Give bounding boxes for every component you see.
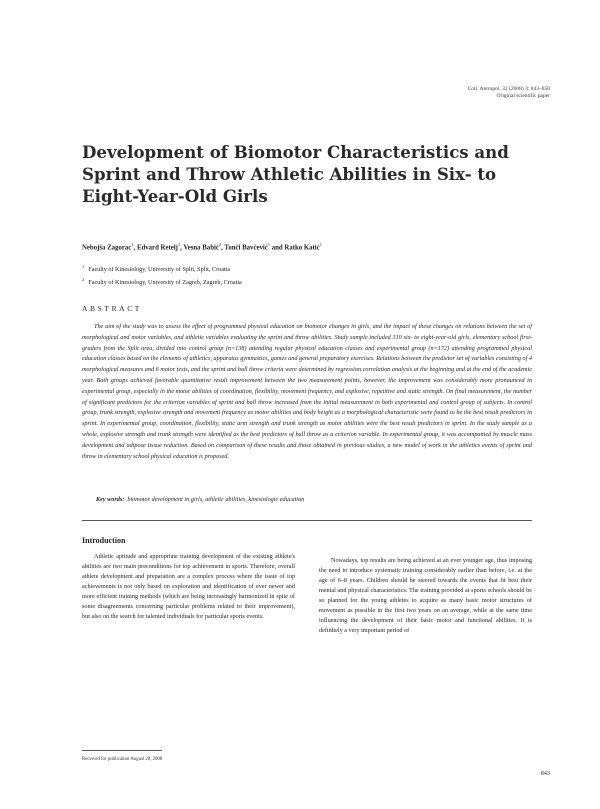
abstract-heading: ABSTRACT: [82, 304, 142, 313]
author-name: Ratko Katić: [284, 244, 320, 252]
affiliation-number: 1: [82, 264, 85, 269]
author-affiliation-mark: 1: [177, 242, 181, 247]
affiliation: [82, 275, 242, 288]
author-affiliation-mark: 1: [267, 242, 271, 247]
affiliation: [82, 262, 242, 275]
author-affiliation-mark: 1: [319, 242, 322, 247]
author-list: [82, 242, 322, 251]
author-affiliation-mark: 2: [218, 242, 222, 247]
author-separator: ,: [133, 244, 137, 252]
author-separator: and: [270, 244, 285, 252]
author-separator: ,: [180, 244, 184, 252]
author-name: Nebojša Zagorac: [82, 244, 132, 252]
introduction-heading: Introduction: [82, 536, 126, 545]
journal-citation: Coll. Antropol. 32 (2008) 3: 843–850: [467, 86, 550, 92]
title-line: Eight-Year-Old Girls: [82, 186, 268, 206]
affiliation-list: [82, 262, 242, 288]
received-date-footnote: Received for publication August 28, 2008: [82, 757, 163, 762]
author-name: Tonči Bavčević: [224, 244, 268, 252]
author-affiliation-mark: 1: [131, 242, 134, 247]
author-separator: ,: [221, 244, 225, 252]
affiliation-text: Faculty of Kinesiology, University of Split, Split, Croatia: [88, 266, 231, 274]
author-name: Vesna Babić: [183, 244, 219, 252]
paper-type: Original scientific paper: [496, 93, 550, 99]
paper-title: [82, 141, 532, 207]
abstract-text: The aim of the study was to assess the effect of programmed physical education on biomotor changes in girls, and the impact of these changes on relations between the set of morphological and motor variables, and athletic variables evaluating the sprint and throw abilities. Study sample included 310 six- to eight-year-old girls, elementary school first-graders from the Split area, divided into control group (n=138) attending regular physical education classes and experimental group (n=172) attending programmed physical education classes based on the elements of athletics, apparatus gymnastics, games and general preparatory exercises. Relations between the predictor set of variables consisting of 4 morphological measures and 6 motor tests, and the sprint and ball throw criteria were determined by regression correlation analysis at the beginning and at the end of the academic year. Both groups achieved favorable quantitative result improvement between the two measurement points, however, the improvement was considerably more pronounced in experimental group, especially in the motor abilities of coordination, flexibility, movement frequency, and explosive, repetitive and static strength. On final measurement, the number of significant predictors for the criterion variables of sprint and ball throw increased from the initial measurement in both experimental and control group of subjects. In control group, trunk strength, explosive strength and movement frequency as motor abilities and body height as a morphological characteristic were found to be the best result predictors in sprint. In experimental group, coordination, flexibility, static arm strength and trunk strength as motor abilities were the best result predictors in sprint. In the study sample as a whole, explosive strength and trunk strength were identified as the best predictors of ball throw as a criterion variable. In experimental group, it was accompanied by muscle mass development and adipose tissue reduction. Based on comparison of these results and those obtained in previous studies, a new model of work in the athletics events of sprint and throw in elementary school physical education is proposed.: [82, 323, 532, 460]
keywords-label: Key words:: [96, 496, 125, 503]
affiliation-number: 2: [82, 277, 85, 283]
keywords: [96, 496, 532, 503]
footnote-divider: [82, 750, 162, 751]
page-number: 843: [540, 770, 550, 777]
title-line: Sprint and Throw Athletic Abilities in Six- to: [82, 164, 497, 184]
title-line: Development of Biomotor Characteristics and: [82, 142, 509, 162]
affiliation-text: Faculty of Kinesiology, University of Zagreb, Zagreb, Croatia: [88, 279, 242, 287]
introduction-left-column: Athletic aptitude and appropriate training development of the existing athlete's abilities are two main preconditions for top achievement in sports. Therefore, overall athlete development and preparation are a complex process where the issue of top achievements is not only based on exploration and identification of ever newer and more efficient training methods (which are being increasingly harmonized in spite of some disagreements concerning particular problems related to their improvement), but also on the search for talented individuals for particular sports events.: [82, 553, 295, 620]
introduction-right-column: Nowadays, top results are being achieved at an ever younger age, thus imposing the need to introduce systematic training considerably earlier than before, i.e. at the age of 6–8 years. Children should be steered towards the events that fit best their mental and physical characteristics. The training provided at sports schools should be so planned for the young athletes to acquire as many basic motor structures of movement as possible in the first two years on an average, while at the same time influencing the development of their basic motor and functional abilities. It is definitely a very important period of: [319, 557, 532, 634]
author-name: Edvard Retelj: [136, 244, 178, 252]
journal-reference: [468, 86, 550, 100]
keywords-text: biomotor development in girls, athletic abilities, kinesiologic education: [127, 496, 305, 503]
section-divider: [82, 520, 532, 521]
